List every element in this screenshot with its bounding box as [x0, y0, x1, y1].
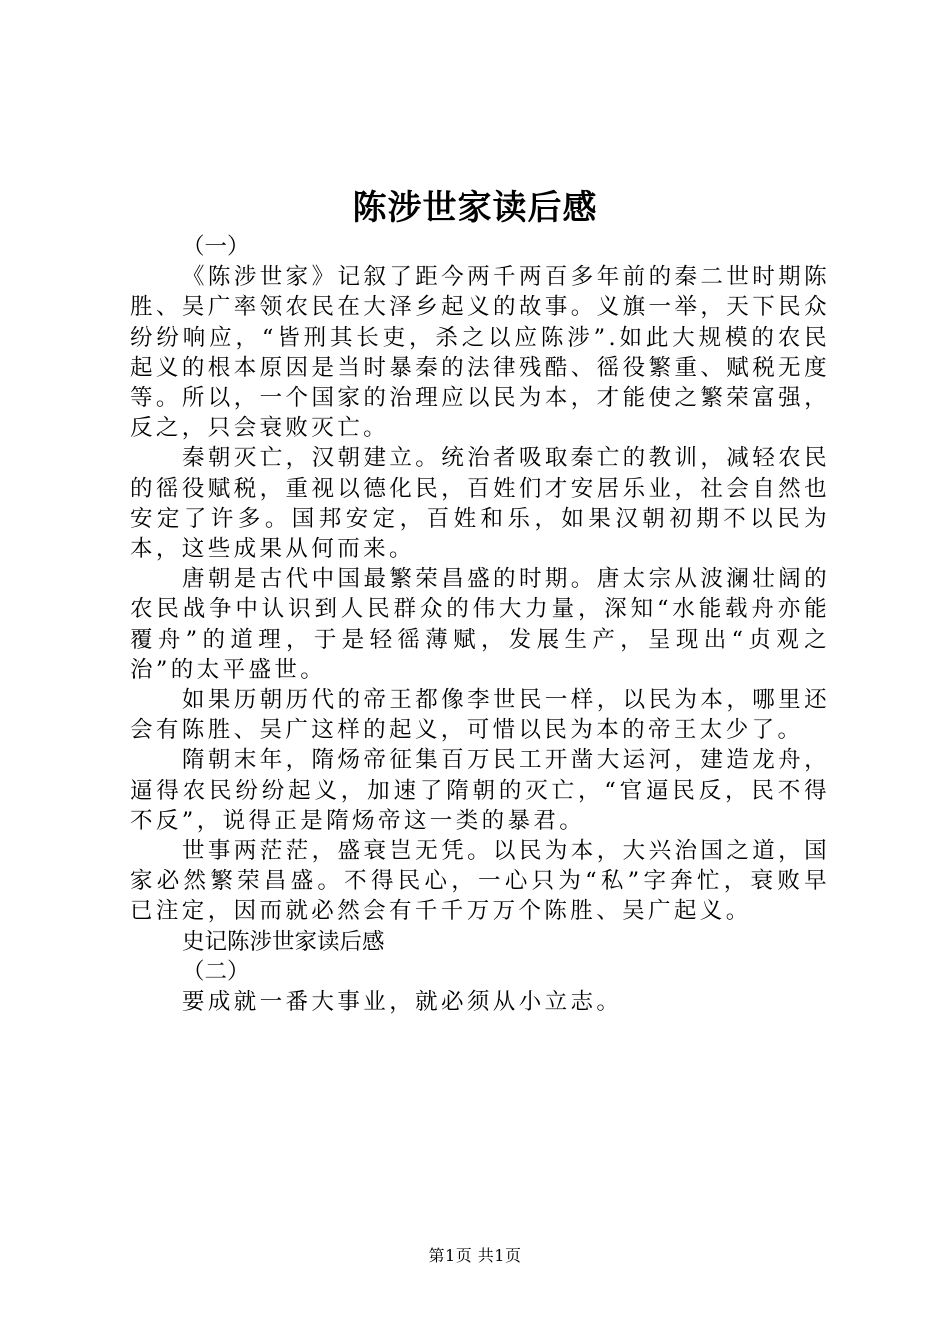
paragraph: 隋朝末年，隋炀帝征集百万民工开凿大运河，建造龙舟，逼得农民纷纷起义，加速了隋朝的灭亡，“官逼民反，民不得不反”，说得正是隋炀帝这一类的暴君。	[130, 747, 830, 834]
paragraph: 要成就一番大事业，就必须从小立志。	[182, 989, 623, 1016]
document-body	[130, 232, 830, 1017]
section-heading-one: （一）	[182, 234, 250, 260]
document-title: 陈涉世家读后感	[352, 188, 598, 228]
paragraph: 如果历朝历代的帝王都像李世民一样，以民为本，哪里还会有陈胜、吴广这样的起义，可惜以民为本的帝王太少了。	[130, 687, 830, 744]
paragraph: 唐朝是古代中国最繁荣昌盛的时期。唐太宗从波澜壮阔的农民战争中认识到人民群众的伟大力量，深知“水能载舟亦能覆舟”的道理，于是轻徭薄赋，发展生产，呈现出“贞观之治”的太平盛世。	[130, 566, 830, 683]
paragraph: 世事两茫茫，盛衰岂无凭。以民为本，大兴治国之道，国家必然繁荣昌盛。不得民心，一心只为“私”字奔忙，衰败早已注定，因而就必然会有千千万万个陈胜、吴广起义。	[130, 838, 830, 925]
page-footer: 第1页 共1页	[428, 1246, 522, 1265]
subtitle-line: 史记陈涉世家读后感	[182, 928, 385, 955]
paragraph: 秦朝灭亡，汉朝建立。统治者吸取秦亡的教训，减轻农民的徭役赋税，重视以德化民，百姓们才安居乐业，社会自然也安定了许多。国邦安定，百姓和乐，如果汉朝初期不以民为本，这些成果从何而来。	[130, 445, 830, 563]
paragraph: 《陈涉世家》记叙了距今两千两百多年前的秦二世时期陈胜、吴广率领农民在大泽乡起义的故事。义旗一举，天下民众纷纷响应，“皆刑其长吏，杀之以应陈涉”.如此大规模的农民起义的根本原因是当时暴秦的法律残酷、徭役繁重、赋税无度等。所以，一个国家的治理应以民为本，才能使之繁荣富强，反之，只会衰败灭亡。	[130, 264, 830, 442]
section-heading-two: （二）	[182, 958, 250, 985]
